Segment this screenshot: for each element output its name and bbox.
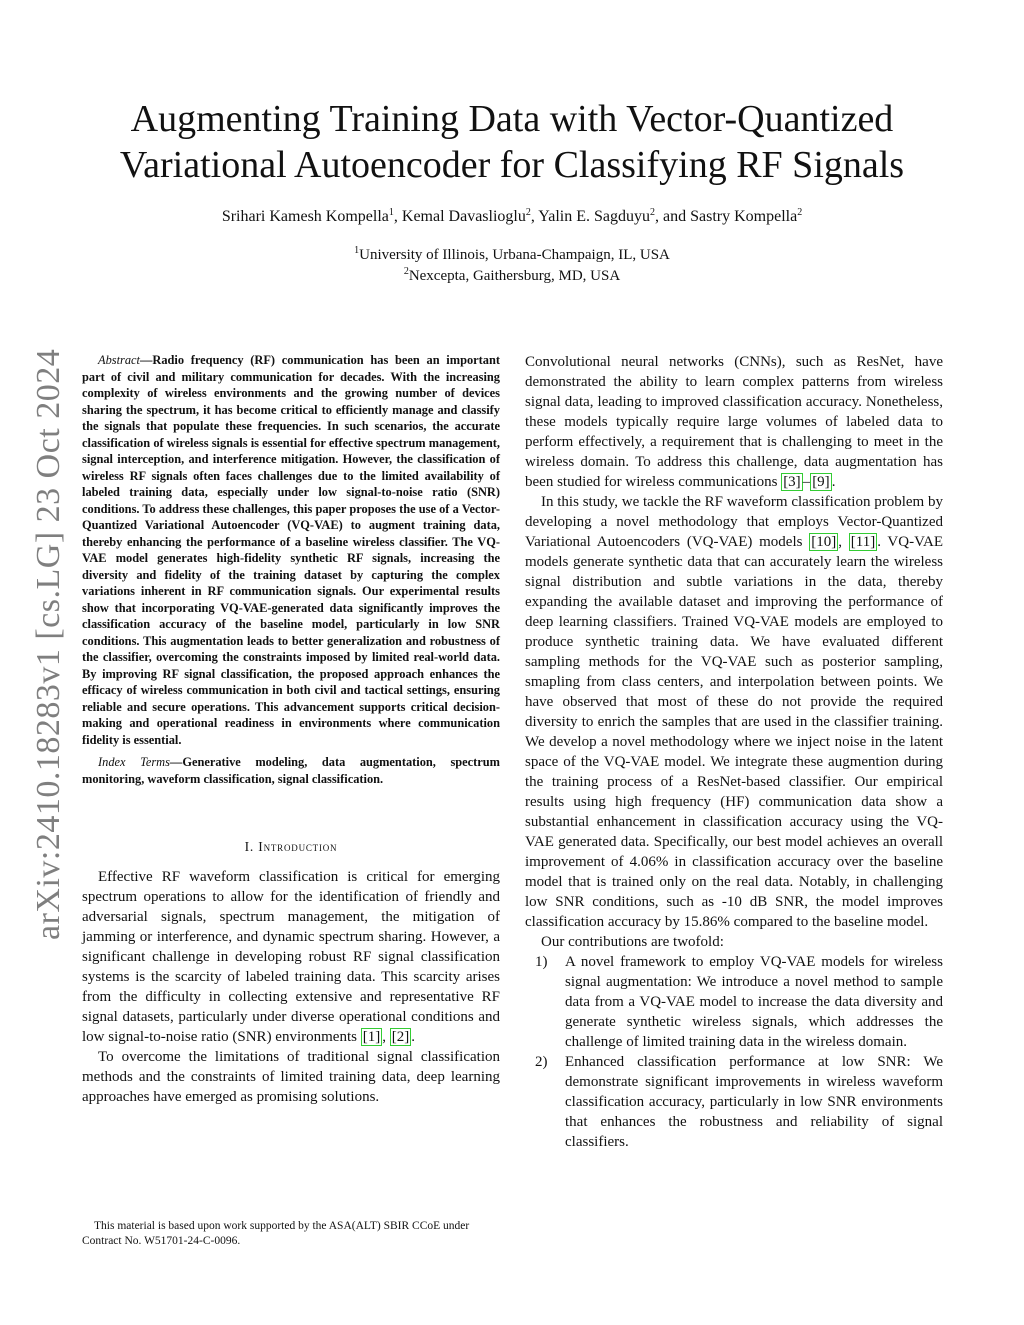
- author-separator: ,: [393, 208, 402, 225]
- index-terms: [82, 754, 500, 787]
- abstract: [82, 352, 500, 748]
- paragraph-text: Convolutional neural networks (CNNs), such as ResNet, have demonstrated the ability to learn complex patterns from wireless signal data, leading to improved classification accuracy. Nonetheless, these models typically require large volumes of labeled data to perform effectively, a requirement that is challenging to meet in the wireless domain. To address this challenge, data augmentation has been studied for wireless communications: [525, 354, 943, 490]
- paragraph-end: .: [411, 1029, 415, 1045]
- affiliation-mark: 2: [403, 266, 409, 277]
- citation-link[interactable]: [1]: [362, 1029, 381, 1045]
- abstract-text: —Radio frequency (RF) communication has been an important part of civil and military communication for decades. With the increasing complexity of wireless environments and the growing number of devices sharing the spectrum, it has become critical to efficiently manage and classify the signals that populate these frequencies. In such scenarios, the accurate classification of wireless signals is essential for effective spectrum management, signal interception, and interference mitigation. However, the classification of wireless RF signals often faces challenges due to the limited availability of labeled training data, especially under low signal-to-noise ratio (SNR) conditions. To address these challenges, this paper proposes the use of a Vector-Quantized Variational Autoencoder (VQ-VAE) to augment training data, thereby enhancing the performance of a baseline wireless classifier. The VQ-VAE model generates high-fidelity synthetic RF signals, increasing the diversity and fidelity of the training dataset by capturing the complex variations inherent in RF communication signals. Our experimental results show that incorporating VQ-VAE-generated data significantly improves the classification accuracy of the baseline model, particularly in low SNR conditions. This augmentation leads to better generalization and robustness of the classifier, overcoming the constraints imposed by limited real-world data. By improving RF signal classification, the proposed approach enhances the efficacy of wireless communication in both civil and tactical settings, ensuring reliable and secure operations. This advancement supports critical decision-making and operational readiness in environments where communication fidelity is essential.: [82, 353, 500, 747]
- affiliation-text: University of Illinois, Urbana-Champaign, IL, USA: [359, 247, 670, 263]
- index-terms-label: Index Terms: [98, 755, 170, 769]
- author-affil-mark: 1: [388, 207, 394, 218]
- author-list: [60, 206, 964, 228]
- author-name: Yalin E. Sagduyu: [538, 208, 650, 225]
- title-line-1: Augmenting Training Data with Vector-Quantized: [130, 98, 894, 140]
- left-column: [82, 352, 500, 1107]
- author-separator: , and: [654, 208, 691, 225]
- affiliation-line: [60, 266, 964, 287]
- citation-link[interactable]: [9]: [812, 474, 830, 490]
- list-number: 1): [535, 954, 548, 970]
- list-item: [525, 1052, 943, 1152]
- funding-footnote: This material is based upon work supported by the ASA(ALT) SBIR CCoE under Contract No. W51701-24-C-0096.: [82, 1220, 470, 1247]
- contributions-list: [525, 952, 943, 1152]
- citation-separator: ,: [838, 534, 849, 550]
- body-paragraph: [525, 492, 943, 932]
- body-paragraph: [525, 352, 943, 492]
- intro-paragraph: To overcome the limitations of traditional signal classification methods and the constraints of limited training data, deep learning approaches have emerged as promising solutions.: [82, 1049, 500, 1105]
- affiliation-text: Nexcepta, Gaithersburg, MD, USA: [408, 268, 621, 284]
- arxiv-identifier: arXiv:2410.18283v1 [cs.LG] 23 Oct 2024: [30, 348, 67, 940]
- paragraph-continuation: . VQ-VAE models generate synthetic data that can accurately learn the wireless signal distribution and subtle variations in the data, thereby expanding the available dataset and improving the performance of deep learning classifiers. Trained VQ-VAE models are employed to produce synthetic training data. We have evaluated different sampling methods for the VQ-VAE such as posterior sampling, smapling from class centers, and interpolation between points. We have observed that most of these do not provide the required diversity to enrich the samples that are used in the classifier training. We develop a novel methodology where we inject noise in the latent space of the VQ-VAE model. We integrate these augmention during the training process of a ResNet-based classifier. Our empirical results using high frequency (HF) communication data show a substantial enhancement in classification accuracy using the VQ-VAE generated data. Specifically, our best model achieves an overall improvement of 4.06% in classification accuracy over the baseline model that is trained only on the real data. Notably, in challenging low SNR conditions, such as -10 dB SNR, the model improves classification accuracy by 15.86% compared to the baseline model.: [525, 534, 943, 930]
- citation-separator: –: [802, 474, 811, 490]
- index-terms-text: —Generative modeling, data augmentation, spectrum monitoring, waveform classification, signal classification.: [82, 755, 500, 786]
- paragraph-text: Effective RF waveform classification is critical for emerging spectrum operations to allow for the identification of friendly and adversarial signals, spectrum management, the mitigation of jamming or interference, and dynamic spectrum sharing. However, a significant challenge in developing robust RF signal classification systems is the scarcity of labeled training data. This scarcity arises from the difficulty in collecting extensive and representative RF signal datasets, particularly under diverse operational conditions and low signal-to-noise ratio (SNR) environments: [82, 869, 500, 1045]
- right-column: [525, 352, 943, 1152]
- author-affil-mark: 2: [649, 207, 655, 218]
- paper-title: [60, 96, 964, 188]
- affiliation-mark: 1: [354, 245, 360, 256]
- paragraph-end: .: [831, 474, 836, 490]
- author-name: Sastry Kompella: [690, 208, 798, 225]
- citation-link[interactable]: [11]: [850, 534, 876, 550]
- paragraph-text: In this study, we tackle the RF waveform classification problem by developing a novel methodology that employs Vector-Quantized Variational Autoencoders (VQ-VAE) models: [525, 494, 943, 550]
- list-item-text: A novel framework to employ VQ-VAE models for wireless signal augmentation: We introduce a novel method to sample data from a VQ-VAE model to increase the data diversity and generate synthetic wireless signals, which addresses the challenge of limited training data in the wireless domain.: [565, 954, 943, 1050]
- intro-paragraph: [82, 867, 500, 1047]
- citation-separator: ,: [382, 1029, 390, 1045]
- author-separator: ,: [530, 208, 539, 225]
- section-heading-introduction: I. Introduction: [244, 839, 338, 854]
- citation-link[interactable]: [3]: [783, 474, 801, 490]
- list-item-text: Enhanced classification performance at low SNR: We demonstrate significant improvements in wireless waveform classification accuracy, particularly in low SNR environments that enhances the robustness and reliability of signal classifiers.: [565, 1054, 943, 1150]
- list-item: [525, 952, 943, 1052]
- citation-link[interactable]: [2]: [391, 1029, 410, 1045]
- author-name: Kemal Davaslioglu: [401, 208, 526, 225]
- author-affil-mark: 2: [797, 207, 803, 218]
- list-number: 2): [535, 1054, 548, 1070]
- citation-link[interactable]: [10]: [811, 534, 837, 550]
- author-name: Srihari Kamesh Kompella: [221, 208, 389, 225]
- affiliations: [60, 245, 964, 287]
- author-affil-mark: 2: [525, 207, 531, 218]
- title-line-2: Variational Autoencoder for Classifying RF Signals: [119, 144, 905, 186]
- contributions-intro: Our contributions are twofold:: [541, 934, 724, 950]
- abstract-label: Abstract: [98, 353, 140, 367]
- affiliation-line: [60, 245, 964, 266]
